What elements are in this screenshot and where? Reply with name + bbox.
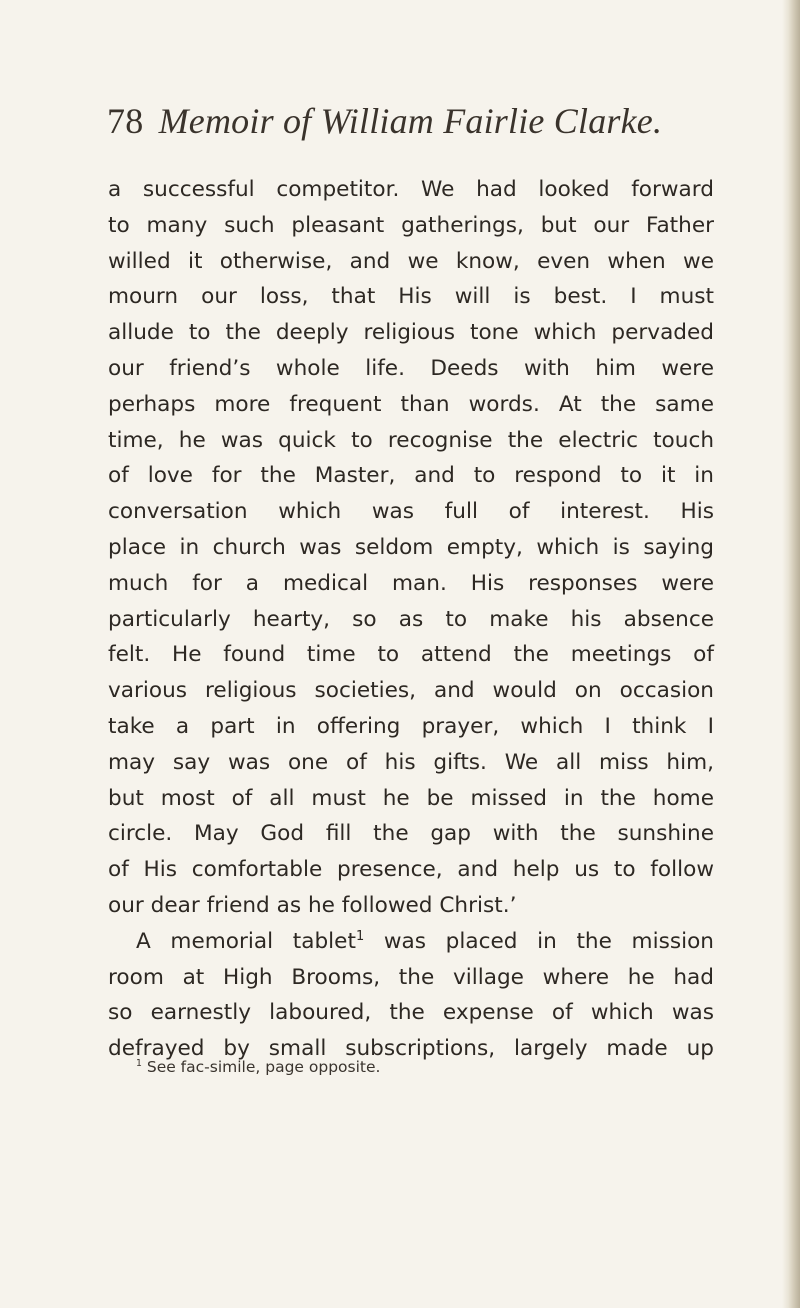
text-line: so earnestly laboured, the expense of which was [108,1000,714,1026]
text-line: our dear friend as he followed Christ.’ [108,892,517,918]
text-line: willed it otherwise, and we know, even when we [108,248,714,274]
running-title: Memoir of William Fairlie Clarke. [158,101,663,141]
text-line: a successful competitor. We had looked forward [108,177,714,202]
text-line: circle. May God fill the gap with the sunshine [108,821,714,847]
text-line: may say was one of his gifts. We all miss him, [108,749,714,775]
text-line: room at High Brooms, the village where he had [108,964,714,990]
text-line: perhaps more frequent than words. At the same [108,391,714,417]
text-line: of His comfortable presence, and help us to follow [108,857,714,883]
text-line: time, he was quick to recognise the electric touch [108,427,714,453]
text-line: defrayed by small subscriptions, largely made up [108,1036,714,1062]
page-number: 78 [107,101,144,141]
page-edge-shadow [782,0,800,1308]
text-line: our friend’s whole life. Deeds with him were [108,355,714,381]
text-segment: A memorial tablet [136,928,356,954]
text-line: much for a medical man. His responses were [108,570,714,596]
footnote [136,1058,380,1076]
body-text [108,172,714,1067]
text-line: but most of all must he be missed in the home [108,785,714,811]
text-line: felt. He found time to attend the meetings of [108,642,714,668]
text-segment: was placed in the mission [364,928,714,954]
text-line: various religious societies, and would on occasion [108,678,714,704]
text-line: to many such pleasant gatherings, but our Father [108,212,714,238]
running-header [107,100,662,142]
text-line: particularly hearty, so as to make his absence [108,606,714,632]
text-line: of love for the Master, and to respond to it in [108,463,714,489]
text-line-footnote-ref [108,924,714,960]
text-line: allude to the deeply religious tone which pervaded [108,320,714,346]
footnote-marker: 1 [136,1057,142,1069]
footnote-reference: 1 [355,928,365,944]
text-line: conversation which was full of interest. His [108,499,714,525]
text-line: take a part in offering prayer, which I think I [108,713,714,739]
footnote-text: See fac-simile, page opposite. [141,1058,381,1076]
text-line: mourn our loss, that His will is best. I must [108,284,714,310]
text-line: place in church was seldom empty, which is saying [108,534,714,560]
